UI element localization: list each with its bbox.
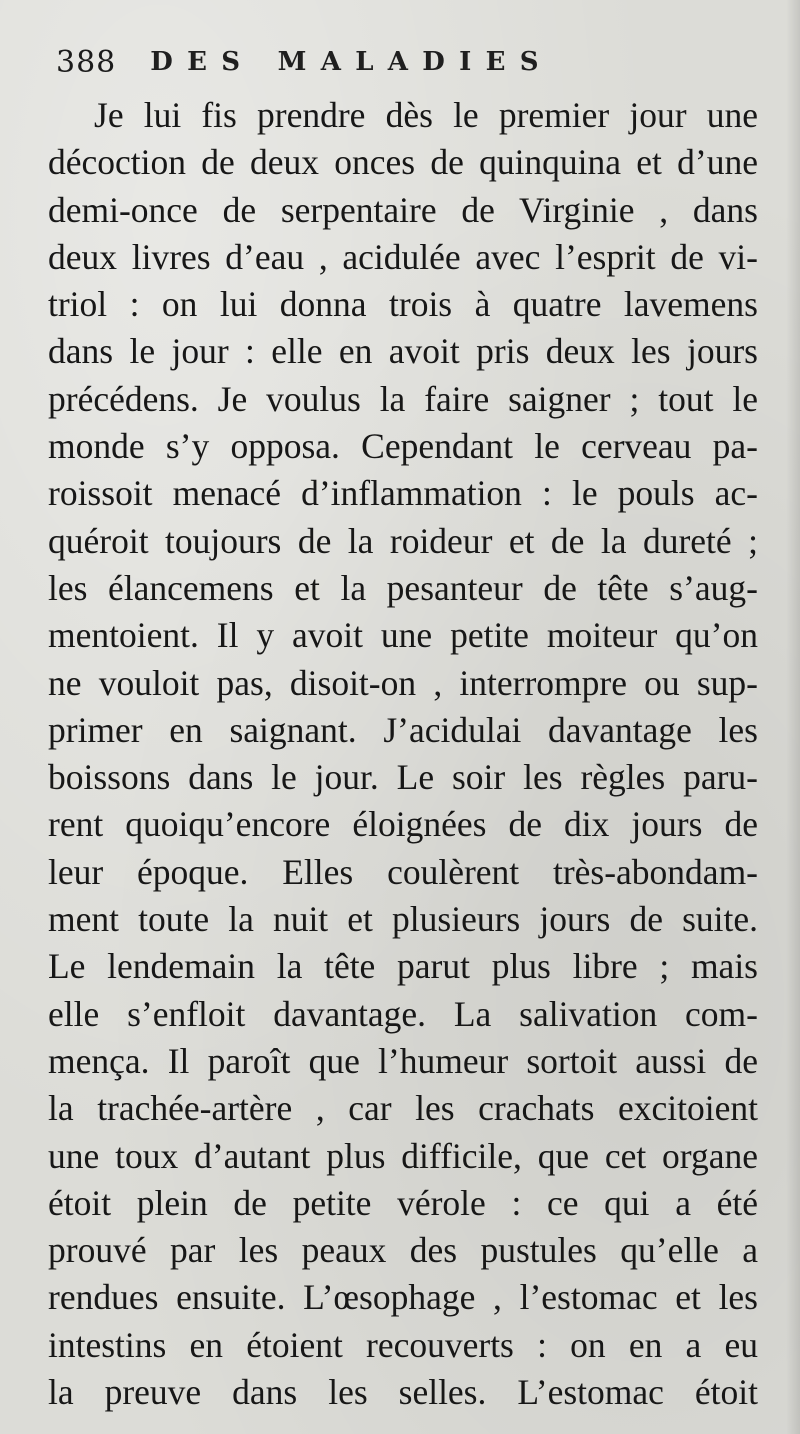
- text-line: la trachée-artère , car les crachats excitoient: [48, 1088, 758, 1129]
- text-line: mença. Il paroît que l’humeur sortoit aussi de: [48, 1040, 758, 1081]
- text-line: quéroit toujours de la roideur et de la dureté ;: [48, 520, 758, 561]
- text-line: ment toute la nuit et plusieurs jours de suite.: [48, 899, 758, 940]
- text-line: monde s’y opposa. Cependant le cerveau pa-: [48, 426, 758, 467]
- text-line: précédens. Je voulus la faire saigner ; tout le: [48, 378, 758, 419]
- text-line: prouvé par les peaux des pustules qu’elle a: [48, 1230, 758, 1271]
- text-line: décoction de deux onces de quinquina et d’une: [48, 142, 758, 183]
- text-line: leur époque. Elles coulèrent très-abondam-: [48, 851, 758, 892]
- page-edge-shadow: [786, 0, 800, 1434]
- text-line: les élancemens et la pesanteur de tête s’aug-: [48, 567, 758, 608]
- page-header: [56, 38, 740, 86]
- text-line: elle s’enfloit davantage. La salivation com-: [48, 993, 758, 1034]
- text-line: triol : on lui donna trois à quatre lavemens: [48, 284, 758, 325]
- text-line: dans le jour : elle en avoit pris deux les jours: [48, 331, 758, 372]
- text-line: Je lui fis prendre dès le premier jour une: [94, 95, 758, 135]
- text-line: demi-once de serpentaire de Virginie , dans: [48, 189, 758, 230]
- text-line: ne vouloit pas, disoit-on , interrompre ou sup-: [48, 662, 758, 703]
- text-line: la preuve dans les selles. L’estomac étoit: [48, 1372, 758, 1413]
- text-line: deux livres d’eau , acidulée avec l’esprit de vi-: [48, 236, 758, 277]
- text-line: boissons dans le jour. Le soir les règles paru-: [48, 757, 758, 798]
- body-text: [48, 92, 758, 1416]
- text-line: une toux d’autant plus difficile, que cet organe: [48, 1135, 758, 1176]
- text-line: primer en saignant. J’acidulai davantage les: [48, 709, 758, 750]
- text-line: mentoient. Il y avoit une petite moiteur qu’on: [48, 615, 758, 656]
- text-line: étoit plein de petite vérole : ce qui a été: [48, 1182, 758, 1223]
- text-line: roissoit menacé d’inflammation : le pouls ac-: [48, 473, 758, 514]
- running-head: DES MALADIES: [150, 47, 553, 77]
- text-line: rent quoiqu’encore éloignées de dix jours de: [48, 804, 758, 845]
- page-number: 388: [56, 44, 117, 80]
- text-line: Le lendemain la tête parut plus libre ; mais: [48, 946, 758, 987]
- text-line: intestins en étoient recouverts : on en a eu: [48, 1324, 758, 1365]
- text-line: rendues ensuite. L’œsophage , l’estomac et les: [48, 1277, 758, 1318]
